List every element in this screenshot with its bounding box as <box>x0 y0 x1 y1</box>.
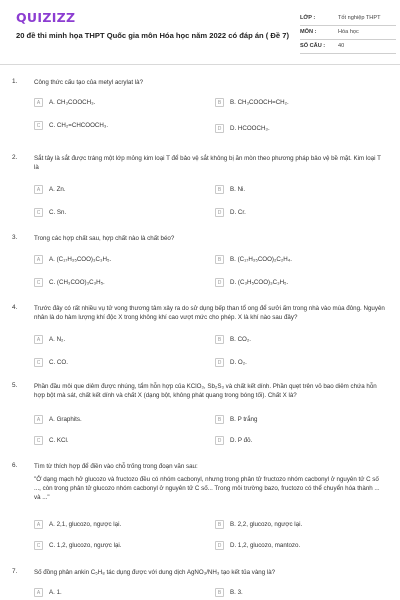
option-prefix: C. <box>49 279 56 286</box>
option-letter-box: C <box>34 278 43 287</box>
option-text: 1,2, glucozo, ngược lại. <box>56 542 122 549</box>
option-letter-box: C <box>34 121 43 130</box>
meta-row-subject <box>300 26 396 40</box>
option-text: HCOOCH₃. <box>237 125 270 132</box>
option-text: 3. <box>237 589 243 596</box>
option-text: 1,2, glucozo, mantozo. <box>237 542 301 549</box>
option-text: (C₁₇H₃₅COO)₃C₃H₅. <box>56 256 112 263</box>
option-letter-box: B <box>215 185 224 194</box>
option-letter-box: B <box>215 415 224 424</box>
option-prefix: C. <box>49 542 56 549</box>
meta-value: Hóa học <box>338 29 359 35</box>
question-text: Phần đầu môi que diêm được nhúng, tẩm hỗn hợp của KClO₃, Sb₂S₃ và chất kết dính. Phần quẹt trên vỏ bao diêm chứa hỗn hợp bột mà sát, chất kết dính và chất X (dạng bột, không phát quang trong bóng tối). Chất X là? <box>34 383 377 399</box>
option-text: (C₃H₅COO)₃C₃H₅. <box>237 279 289 286</box>
question-text: Sắt tây là sắt được tráng một lớp mỏng kim loại T để bảo vệ sắt không bị ăn mòn theo phương pháp bảo vệ bề mặt. Kim loại T là <box>34 155 381 171</box>
option-prefix: A. <box>49 99 55 106</box>
option-letter-box: A <box>34 588 43 597</box>
option-letter-box: B <box>215 98 224 107</box>
option-prefix: D. <box>230 542 237 549</box>
option-letter-box: B <box>215 335 224 344</box>
option-text: Cr. <box>237 209 246 216</box>
meta-value: Tốt nghiệp THPT <box>338 15 381 21</box>
option-letter-box: A <box>34 415 43 424</box>
option-letter-box: D <box>215 436 224 445</box>
option-prefix: D. <box>230 209 237 216</box>
option-text: (CH₃COO)₃C₃H₅. <box>56 279 105 286</box>
option-prefix: A. <box>49 416 55 423</box>
option-text: 2,1, glucozo, ngược lại. <box>56 521 122 528</box>
option-letter-box: C <box>34 358 43 367</box>
question-number: 6. <box>12 462 18 469</box>
option-prefix: B. <box>230 336 236 343</box>
worksheet-title: 20 đề thi minh họa THPT Quốc gia môn Hóa học năm 2022 có đáp án ( Đề 7) <box>16 31 290 40</box>
option-prefix: D. <box>230 437 237 444</box>
meta-value: 40 <box>338 43 345 49</box>
option-text: CH₃COOCH=CH₂. <box>237 99 289 106</box>
option-text: CO₂. <box>237 336 251 343</box>
option-text: Sn. <box>56 209 67 216</box>
option-text: O₂. <box>237 359 247 366</box>
question-text: Số đồng phân ankin C₅H₈ tác dụng được với dung dịch AgNO₃/NH₃ tạo kết tủa vàng là? <box>34 569 276 576</box>
option-letter-box: B <box>215 588 224 597</box>
option-text: CH₃COOCH₃. <box>56 99 96 106</box>
meta-label: LỚP : <box>300 15 316 21</box>
question-text: Trong các hợp chất sau, hợp chất nào là chất béo? <box>34 235 175 242</box>
option-prefix: C. <box>49 209 56 216</box>
option-letter-box: A <box>34 185 43 194</box>
option-prefix: B. <box>230 416 236 423</box>
question-number: 4. <box>12 304 18 311</box>
option-text: 1. <box>56 589 62 596</box>
option-letter-box: A <box>34 520 43 529</box>
option-letter-box: D <box>215 208 224 217</box>
option-prefix: C. <box>49 122 56 129</box>
option-prefix: A. <box>49 256 55 263</box>
option-letter-box: D <box>215 278 224 287</box>
option-prefix: D. <box>230 279 237 286</box>
question-number: 5. <box>12 382 18 389</box>
question-text: Tìm từ thích hợp để điền vào chỗ trống trong đoạn văn sau: <box>34 463 198 470</box>
option-letter-box: D <box>215 124 224 133</box>
worksheet-header <box>0 0 400 62</box>
question-text: Trước đây có rất nhiều vụ tử vong thương tâm xảy ra do sử dụng bếp than tổ ong để sưởi ấm trong nhà vào mùa đông. Nguyên nhân là do hàm lượng khí độc X trong không khí cao vượt mức cho phép. X là khí nào sau đây? <box>34 305 385 321</box>
option-text: CO. <box>56 359 68 366</box>
header-divider <box>0 64 400 65</box>
question-text: Công thức cấu tạo của metyl acrylat là? <box>34 79 144 86</box>
option-prefix: D. <box>230 125 237 132</box>
option-letter-box: A <box>34 335 43 344</box>
option-text: Graphits. <box>56 416 82 423</box>
option-text: N₂. <box>56 336 66 343</box>
option-letter-box: D <box>215 358 224 367</box>
question-number: 3. <box>12 234 18 241</box>
option-prefix: B. <box>230 186 236 193</box>
meta-row-count <box>300 40 396 54</box>
question-quote: "Ở dạng mạch hở glucozo và fructozo đều có nhóm cacbonyl, nhưng trong phân tử fructozo nhóm cacbonyl ở nguyên tử C số ..., còn trong phân tử glucozo nhóm cacbonyl ở nguyên tử C số... Trong môi trường bazo, fructozo có thể chuyển hóa thành ... và ..." <box>34 476 380 501</box>
option-prefix: C. <box>49 437 56 444</box>
option-letter-box: C <box>34 541 43 550</box>
option-prefix: A. <box>49 521 55 528</box>
option-text: 2,2, glucozo, ngược lại. <box>237 521 303 528</box>
option-letter-box: B <box>215 520 224 529</box>
option-prefix: B. <box>230 256 236 263</box>
option-prefix: B. <box>230 521 236 528</box>
meta-label: SỐ CÂU : <box>300 43 326 49</box>
question-number: 1. <box>12 78 18 85</box>
question-number: 2. <box>12 154 18 161</box>
worksheet-meta <box>300 12 396 54</box>
quizizz-logo: QUIZIZZ <box>16 10 76 25</box>
option-text: P đỏ. <box>237 437 253 444</box>
option-letter-box: B <box>215 255 224 264</box>
meta-row-class <box>300 12 396 26</box>
option-prefix: A. <box>49 186 55 193</box>
option-letter-box: C <box>34 208 43 217</box>
meta-label: MÔN : <box>300 29 317 35</box>
option-prefix: A. <box>49 336 55 343</box>
option-text: (C₁₇H₃₅COO)₂C₂H₄. <box>237 256 292 263</box>
question-number: 7. <box>12 568 18 575</box>
option-text: KCl. <box>56 437 69 444</box>
option-letter-box: A <box>34 98 43 107</box>
option-text: Zn. <box>56 186 66 193</box>
option-prefix: B. <box>230 99 236 106</box>
option-letter-box: A <box>34 255 43 264</box>
option-text: P trắng <box>237 416 258 423</box>
option-text: CH₂=CHCOOCH₃. <box>56 122 109 129</box>
option-prefix: D. <box>230 359 237 366</box>
option-letter-box: C <box>34 436 43 445</box>
option-letter-box: D <box>215 541 224 550</box>
option-prefix: A. <box>49 589 55 596</box>
option-text: Ni. <box>237 186 246 193</box>
option-prefix: B. <box>230 589 236 596</box>
option-prefix: C. <box>49 359 56 366</box>
